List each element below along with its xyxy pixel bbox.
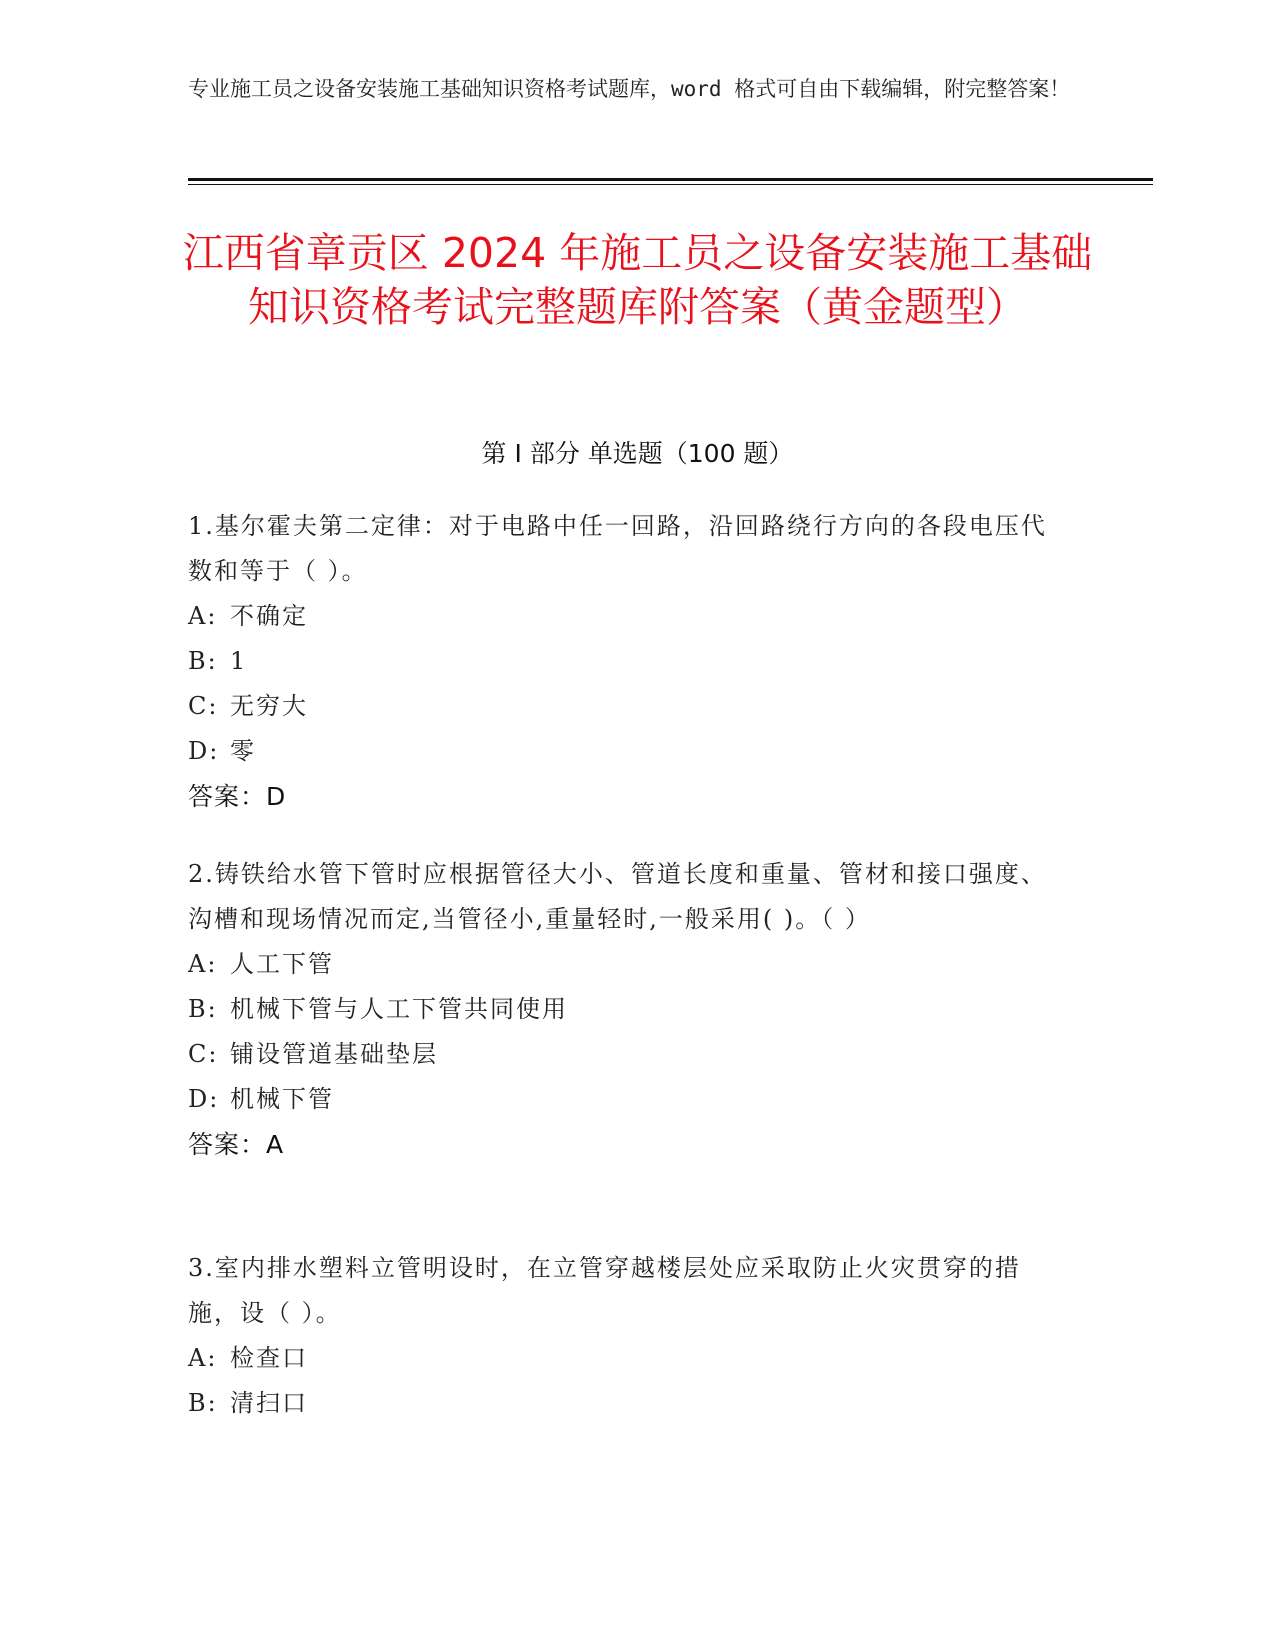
option-letter: C: (188, 1040, 219, 1068)
option-text: 机械下管与人工下管共同使用 (230, 995, 568, 1023)
option-text: 人工下管 (230, 950, 334, 978)
option-text: 1 (230, 647, 248, 675)
question-stem: 2.铸铁给水管下管时应根据管径大小、管道长度和重量、管材和接口强度、沟槽和现场情况而定,当管径小,重量轻时,一般采用( )。（ ） (188, 860, 1047, 933)
option-text: 清扫口 (230, 1389, 308, 1417)
option-b (188, 1381, 1068, 1426)
document-title: 江西省章贡区 2024 年施工员之设备安装施工基础知识资格考试完整题库附答案（黄金题型） (182, 229, 1093, 331)
option-letter: D: (188, 737, 220, 765)
option-letter: D: (188, 1085, 220, 1113)
answer-line: 答案：D (188, 782, 287, 811)
header-rule-thin (188, 184, 1153, 185)
option-a (188, 594, 1068, 639)
option-a (188, 942, 1068, 987)
option-letter: B: (188, 995, 218, 1023)
option-text: 机械下管 (230, 1085, 334, 1113)
option-d (188, 729, 1068, 774)
option-a (188, 1336, 1068, 1381)
answer-line: 答案：A (188, 1130, 285, 1159)
question-1 (188, 504, 1068, 819)
option-c (188, 1032, 1068, 1077)
header-rule-thick (188, 178, 1153, 181)
question-stem: 3.室内排水塑料立管明设时，在立管穿越楼层处应采取防止火灾贯穿的措施，设（ ）。 (188, 1254, 1021, 1327)
option-letter: A: (188, 602, 218, 630)
option-letter: B: (188, 647, 218, 675)
option-letter: A: (188, 1344, 218, 1372)
option-letter: B: (188, 1389, 218, 1417)
option-c (188, 684, 1068, 729)
option-b (188, 987, 1068, 1032)
option-letter: A: (188, 950, 218, 978)
option-d (188, 1077, 1068, 1122)
option-text: 零 (230, 737, 256, 765)
option-text: 无穷大 (230, 692, 308, 720)
option-text: 不确定 (230, 602, 308, 630)
question-stem: 1.基尔霍夫第二定律：对于电路中任一回路，沿回路绕行方向的各段电压代数和等于（ ）。 (188, 512, 1047, 585)
option-letter: C: (188, 692, 219, 720)
option-text: 铺设管道基础垫层 (230, 1040, 438, 1068)
question-3 (188, 1246, 1068, 1426)
section-heading: 第 I 部分 单选题（100 题） (481, 439, 794, 468)
question-2 (188, 852, 1068, 1167)
header-note: 专业施工员之设备安装施工基础知识资格考试题库，word 格式可自由下载编辑，附完整答案！ (188, 77, 1071, 101)
option-b (188, 639, 1068, 684)
option-text: 检查口 (230, 1344, 308, 1372)
